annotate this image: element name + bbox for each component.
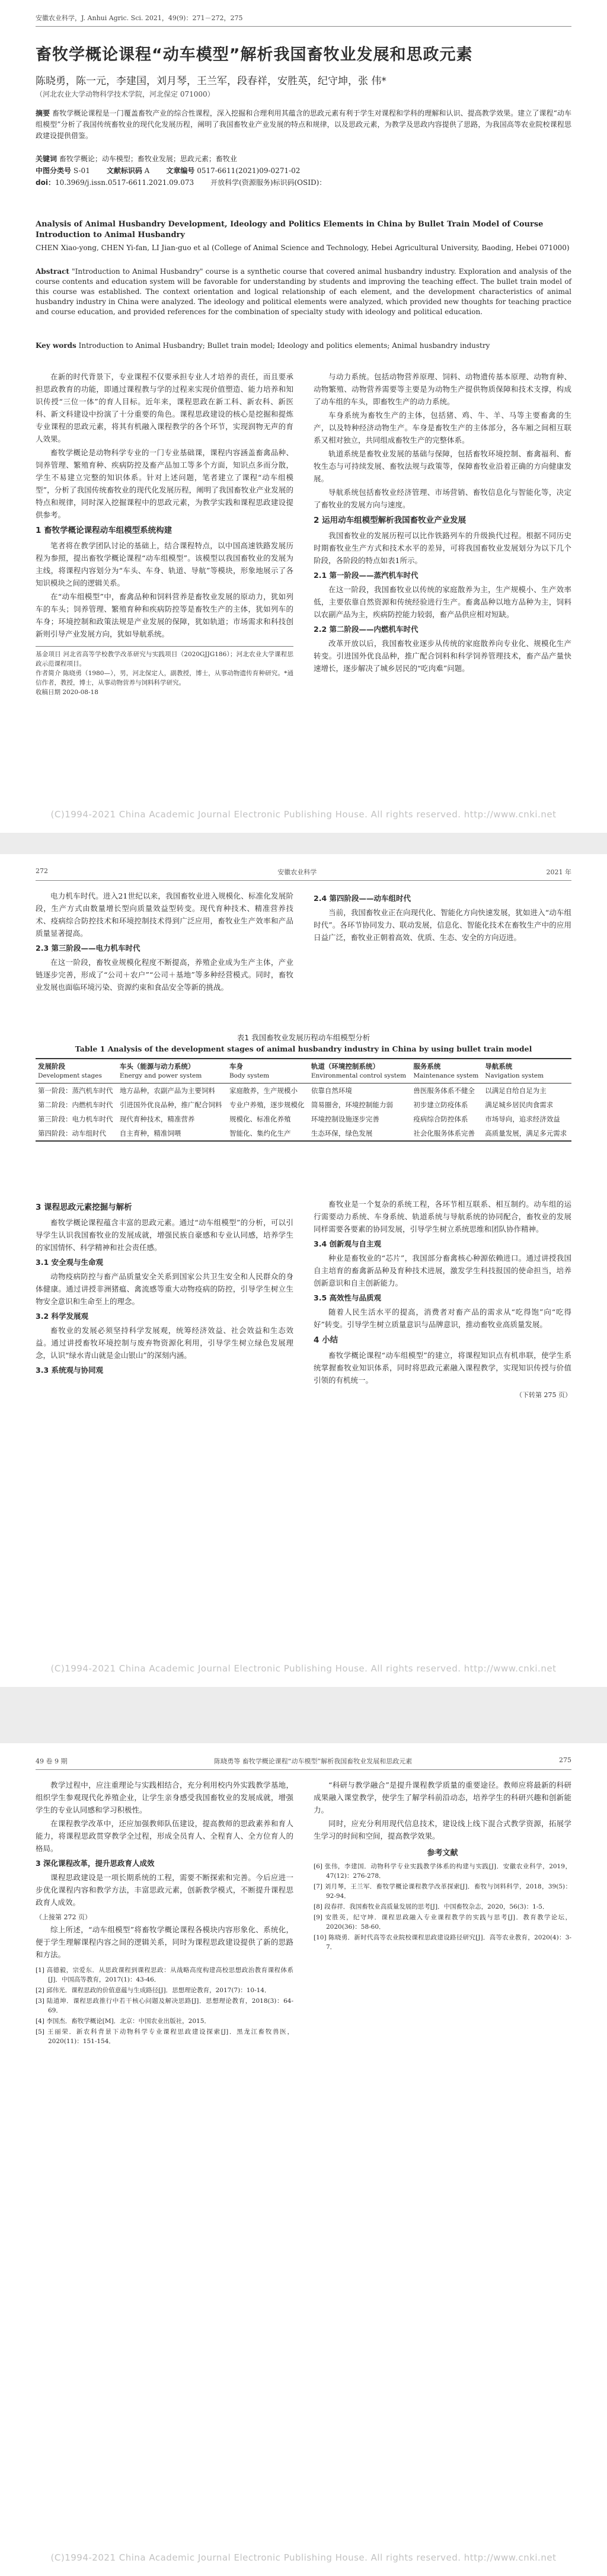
- paragraph: 在新的时代背景下，专业课程不仅要承担专业人才培养的责任，而且要承担思政教育的功能，即通过课程教与学的过程来实现价值塑造、能力培养和知识传授“三位一体”的育人目标。近年来，课程思政在新工科、新农科、新医科、新文科建设中扮演了十分重要的角色。课程思政建设的核心是挖掘和提炼专业课程的思政元素，将其有机融入课程教学的各个环节，实现润物无声的育人效果。: [36, 372, 293, 443]
- page-number: 272: [36, 867, 48, 875]
- reference-item: [2] 邱伟光．课程思政的价值意蕴与生成路径[J]．思想理论教育，2017(7)：10-14．: [36, 1987, 271, 1994]
- paragraph: 我国畜牧业的发展历程可以比作铁路列车的升级换代过程。根据不同历史时期畜牧业生产方式和技术水平的差异，可将我国畜牧业发展划分为以下几个阶段，各阶段的特点如表1所示。: [314, 531, 571, 565]
- left-column: [36, 1198, 293, 1401]
- table-cell: 第三阶段：电力机车时代: [38, 1115, 113, 1123]
- english-abstract: [36, 267, 571, 317]
- paragraph: 与动力系统。包括动物营养原理、饲料、动物遗传基本原理、动物育种、动物繁殖、动物营养需要等主要是为动物生产提供物质保障和技术支撑，构成了动车组的车头，即畜牧生产的动力系统。: [314, 372, 571, 406]
- journal-name: 安徽农业科学: [277, 868, 317, 876]
- english-keywords: [36, 341, 571, 351]
- references-left: [36, 1965, 293, 2046]
- table-header: 车身 Body system: [227, 1059, 309, 1084]
- reference-item: [7] 刘月琴，王兰军．畜牧学概论课程教学改革探索[J]．畜牧与饲料科学，2018，39(5)：92-94．: [314, 1883, 571, 1900]
- doc-code-value: A: [144, 167, 150, 175]
- clc-label: 中图分类号: [36, 167, 72, 175]
- abstract-text: 畜牧学概论课程是一门覆盖畜牧产业的综合性课程，深入挖掘和合理利用其蕴含的思政元素有利于学生对课程和学科的理解和认识、提高教学效果。建立了课程“动车组模型”分析了我国传统畜牧业的现代化发展历程，阐明了我国畜牧业产业发展的特点和规律，以及思政元素，为教学及思政内容提供了思路，为我国高等农业院校课程思政建设提供借鉴。: [36, 109, 571, 140]
- subsection-heading: 3.5 高效性与品质观: [314, 1293, 381, 1302]
- section-heading: 2 运用动车组模型解析我国畜牧业产业发展: [314, 516, 467, 525]
- table-row: [36, 1112, 571, 1126]
- running-head: [36, 13, 571, 27]
- running-title: 陈晓勇等 畜牧学概论课程“动车模型”解析我国畜牧业发展和思政元素: [214, 1757, 413, 1765]
- english-abstract-text: "Introduction to Animal Husbandry" course is a synthetic course that covered animal husbandry industry. Exploration and analysis of the course contents and education system will be favorable for understanding by students and improving the teaching effect. The bullet train model of this course was established. The context orientation and logical relationship of each element, and the development characteristics of animal husbandry industry in China were analyzed. The ideology and political elements were analyzed, which provided new thoughts for teaching practice and course education, and provided references for the combination of specialty study with ideology and political education.: [36, 267, 571, 316]
- table-cell: 初步建立防疫体系: [413, 1101, 468, 1109]
- article-no-value: 0517-6611(2021)09-0271-02: [197, 167, 301, 175]
- reference-item: [9] 安胜英，纪守坤．课程思政融入专业课程教学的实践与思考[J]．教育教学论坛，2020(36)：58-60．: [314, 1914, 571, 1931]
- footnote-received: 收稿日期 2020-08-18: [36, 689, 98, 696]
- english-abstract-label: Abstract: [36, 267, 69, 276]
- paragraph: 综上所述，“动车组模型”将畜牧学概论课程各模块内容形象化、系统化，便于学生理解课程内容之间的逻辑关系，同时为课程思政建设提供了新的思路和方法。: [36, 1925, 293, 1959]
- paragraph: 导航系统包括畜牧业经济管理、市场营销、畜牧信息化与智能化等，决定了畜牧业的发展方向与速度。: [314, 488, 571, 509]
- table-cell: 自主育种，精准饲喂: [117, 1126, 227, 1141]
- running-head: [36, 867, 571, 881]
- page-2: [0, 854, 607, 1687]
- table-caption-cn: 表1 我国畜牧业发展历程动车组模型分析: [237, 1033, 370, 1042]
- left-column: [36, 370, 293, 697]
- abstract-label: 摘要: [36, 109, 50, 117]
- table-cell: 满足城乡居民肉食需求: [485, 1101, 554, 1109]
- paragraph: 教学过程中，应注重理论与实践相结合，充分利用校内外实践教学基地，组织学生参观现代化养殖企业，让学生亲身感受我国畜牧业的发展成就，增强学生的专业认同感和学习积极性。: [36, 1781, 293, 1814]
- subsection-heading: 3.2 科学发展观: [36, 1312, 88, 1321]
- paragraph: 在这一阶段，畜牧业规模化程度不断提高，养殖企业成为生产主体，产业链逐步完善，形成了“公司＋农户”“公司＋基地”等多种经营模式。同时，畜牧业发展也面临环境污染、资源约束和食品安全等新的挑战。: [36, 958, 293, 992]
- paragraph: 轨道系统是畜牧业发展的基础与保障，包括畜牧环境控制、畜禽福利、畜牧生态与可持续发展、畜牧法规与政策等，保障畜牧业沿着正确的方向健康发展。: [314, 449, 571, 483]
- subsection-heading: 2.2 第二阶段——内燃机车时代: [314, 625, 418, 634]
- volume-issue: 49 卷 9 期: [36, 1757, 68, 1765]
- paragraph: 笔者将在教学团队讨论的基础上，结合课程特点，以中国高速铁路发展历程为参照，提出畜牧学概论课程“动车组模型”。该模型以我国畜牧业的发展为主线，将课程内容划分为“车头、车身、轨道、导航”等模块，形象地展示了各知识模块之间的逻辑关系。: [36, 541, 293, 587]
- page-3: [0, 1743, 607, 2576]
- reference-item: [3] 陆道坤．课程思政推行中若干核心问题及解决思路[J]．思想理论教育，2018(3)：64-69．: [36, 1997, 293, 2014]
- subsection-heading: 3 深化课程改革，提升思政育人成效: [36, 1859, 155, 1868]
- english-keywords-label: Key words: [36, 341, 76, 350]
- table-cell: 社会化服务体系完善: [411, 1126, 483, 1141]
- paragraph: 动物疫病防控与畜产品质量安全关系到国家公共卫生安全和人民群众的身体健康。通过讲授非洲猪瘟、禽流感等重大动物疫病的防控，引导学生树立生物安全意识和生命至上的理念。: [36, 1272, 293, 1306]
- paragraph: 当前，我国畜牧业正在向现代化、智能化方向快速发展，犹如进入“动车组时代”。各环节协同发力、联动发展，信息化、智能化技术在畜牧生产中的应用日益广泛，畜牧业正朝着高效、优质、生态、安全的方向迈进。: [314, 908, 571, 942]
- article-title: 畜牧学概论课程“动车模型”解析我国畜牧业发展和思政元素: [36, 46, 473, 64]
- table-cell: 地方品种，农副产品为主要饲料: [119, 1086, 215, 1095]
- paragraph: 车身系统为畜牧生产的主体，包括猪、鸡、牛、羊、马等主要畜禽的生产，以及特种经济动物生产。车身是畜牧生产的主体部分，各车厢之间相互联系又相对独立，共同组成畜牧生产的完整体系。: [314, 411, 571, 445]
- section-heading: 1 畜牧学概论课程动车组模型系统构建: [36, 526, 172, 535]
- table-cell: 第一阶段：蒸汽机车时代: [38, 1086, 113, 1095]
- table-cell: 环境控制设施逐步完善: [311, 1115, 379, 1123]
- clc-value: S-01: [73, 167, 90, 175]
- body-columns-bottom: [36, 1198, 571, 1401]
- table-cell: 现代育种技术，精准营养: [119, 1115, 195, 1123]
- subsection-heading: 3.4 创新观与自主观: [314, 1239, 381, 1248]
- reference-item: [8] 段春祥．我国畜牧业高质量发展的思考[J]．中国畜牧杂志，2020，56(3)：1-5．: [314, 1903, 549, 1910]
- page-1: [0, 0, 607, 833]
- right-column: [314, 1198, 571, 1401]
- right-column: [314, 1779, 571, 2047]
- table-cell: 兽医服务体系不健全: [413, 1086, 475, 1095]
- paragraph: 课程思政建设是一项长期系统的工程，需要不断探索和完善。今后应进一步优化课程内容和教学方法，丰富思政元素，创新教学模式，不断提升课程思政育人成效。: [36, 1873, 293, 1907]
- english-keywords-text: Introduction to Animal Husbandry; Bullet train model; Ideology and politics elements; Animal husbandry industry: [78, 341, 490, 350]
- left-column: [36, 1779, 293, 2047]
- development-table: [36, 1058, 571, 1142]
- subsection-heading: 2.3 第三阶段——电力机车时代: [36, 944, 140, 953]
- table-row: [36, 1126, 571, 1141]
- watermark: (C)1994-2021 China Academic Journal Electronic Publishing House. All rights reserved. http://www.cnki.net: [50, 809, 557, 820]
- paragraph: 畜牧业是一个复杂的系统工程，各环节相互联系、相互制约。动车组的运行需要动力系统、车身系统、轨道系统与导航系统的协同配合，畜牧业的发展同样需要各要素的协同发展，引导学生树立系统思维和团队协作精神。: [314, 1200, 571, 1233]
- keywords-label: 关键词: [36, 155, 57, 163]
- running-head: [36, 1756, 571, 1770]
- paragraph: 在课程教学改革中，还应加强教师队伍建设，提高教师的思政素养和育人能力，将课程思政贯穿教学全过程，形成全员育人、全程育人、全方位育人的格局。: [36, 1819, 293, 1853]
- doi-value: 10.3969/j.issn.0517-6611.2021.09.073: [55, 178, 194, 187]
- doc-code-label: 文献标识码: [106, 167, 142, 175]
- paragraph: 随着人民生活水平的提高，消费者对畜产品的需求从“吃得饱”向“吃得好”转变。引导学生树立质量意识与品牌意识，推动畜牧业高质量发展。: [314, 1308, 571, 1329]
- table-row: [36, 1098, 571, 1112]
- table-cell: 疫病综合防控体系: [413, 1115, 468, 1123]
- body-columns: [36, 1779, 571, 2047]
- table-cell: 第二阶段：内燃机车时代: [38, 1101, 113, 1109]
- paragraph: 在“动车组模型”中，畜禽品种和饲料营养是畜牧业发展的原动力，犹如列车的车头；饲养管理、繁殖育种和疾病防控等是畜牧生产的主体，犹如列车的车身；环境控制和政策法规是产业发展的保障，犹如轨道；市场需求和科技创新则引导产业发展方向，犹如导航系统。: [36, 592, 293, 638]
- table-header: 发展阶段 Development stages: [36, 1059, 117, 1084]
- reference-item: [5] 王丽荣．新农科背景下动物科学专业课程思政建设探索[J]．黑龙江畜牧兽医，2020(11)：151-154．: [36, 2028, 293, 2045]
- table-cell: 生态环保，绿色发展: [309, 1126, 411, 1141]
- english-authors: CHEN Xiao-yong, CHEN Yi-fan, LI Jian-guo et al (College of Animal Science and Technology, Hebei Agricultural University, Baoding, Hebei 071000): [36, 244, 570, 252]
- table-cell: 高质量发展，满足多元需求: [483, 1126, 571, 1141]
- metadata-block: [36, 153, 571, 188]
- table-cell: 市场导向，追求经济效益: [485, 1115, 560, 1123]
- table-row: [36, 1084, 571, 1098]
- left-column: [36, 890, 293, 995]
- footnote: [36, 646, 293, 697]
- watermark: (C)1994-2021 China Academic Journal Electronic Publishing House. All rights reserved. http://www.cnki.net: [50, 1663, 557, 1674]
- paragraph: 种业是畜牧业的“芯片”，我国部分畜禽核心种源依赖进口。通过讲授我国自主培育的畜禽新品种及育种技术进展，激发学生科技报国的使命担当，培养创新意识和自主创新能力。: [314, 1254, 571, 1287]
- paragraph: 电力机车时代。进入21世纪以来，我国畜牧业进入规模化、标准化发展阶段，生产方式由数量增长型向质量效益型转变。现代育种技术、精准营养技术、疫病综合防控技术和环境控制技术得到广泛应用，畜牧业生产效率和产品质量显著提高。: [36, 891, 293, 938]
- english-title: Analysis of Animal Husbandry Development, Ideology and Politics Elements in China by Bullet Train Model of Course Introduction to Animal Husbandry: [36, 220, 544, 239]
- table-header-row: [36, 1059, 571, 1084]
- footnote-funding: 基金项目 河北省高等学校教学改革研究与实践项目（2020GJJG186）；河北农业大学课程思政示范课程项目。: [36, 651, 293, 667]
- references-title: 参考文献: [427, 1849, 458, 1858]
- paragraph: “科研与教学融合”是提升课程教学质量的重要途径。教师应将最新的科研成果融入课堂教学，使学生了解学科前沿动态，培养学生的科研兴趣和创新能力。: [314, 1781, 571, 1814]
- body-columns: [36, 370, 571, 697]
- table-header: 车头（能源与动力系统） Energy and power system: [117, 1059, 227, 1084]
- table-cell: 第四阶段：动车组时代: [36, 1126, 117, 1141]
- continued-from-note: （上接第 272 页）: [36, 1913, 91, 1921]
- paragraph: 畜牧学概论课程蕴含丰富的思政元素。通过“动车组模型”的分析，可以引导学生认识我国畜牧业的发展成就，增强民族自豪感和专业认同感，培养学生的家国情怀、科学精神和社会责任感。: [36, 1218, 293, 1252]
- paragraph: 同时，应充分利用现代信息技术，建设线上线下混合式教学资源，拓展学生学习的时间和空间，提高教学效果。: [314, 1819, 571, 1840]
- watermark: (C)1994-2021 China Academic Journal Electronic Publishing House. All rights reserved. http://www.cnki.net: [50, 2552, 557, 2563]
- table-cell: 家庭散养，生产规模小: [229, 1086, 298, 1095]
- reference-item: [1] 高德毅，宗爱东．从思政课程到课程思政：从战略高度构建高校思想政治教育课程体系[J]．中国高等教育，2017(1)：43-46．: [36, 1967, 293, 1983]
- affiliation: （河北农业大学动物科学技术学院，河北保定 071000）: [36, 90, 215, 98]
- oscid-label: 开放科学(资源服务)标识码(OSID)：: [210, 178, 327, 187]
- subsection-heading: 3.3 系统观与协同观: [36, 1366, 103, 1375]
- table-header: 导航系统 Navigation system: [483, 1059, 571, 1084]
- body-columns-top: [36, 890, 571, 995]
- paragraph: 畜牧学概论是动物科学专业的一门专业基础课，课程内容涵盖畜禽品种、饲养管理、繁殖育种、疾病防控及畜产品加工等多个方面，知识点多而分散，学生不易建立完整的知识体系。针对上述问题，笔者建立了课程“动车组模型”，分析了我国传统畜牧业的现代化发展历程，阐明了我国畜牧业产业发展的特点和规律，同时深入挖掘课程中的思政元素，为教学实践和课程思政建设提供参考。: [36, 448, 293, 519]
- author-list: 陈晓勇，陈一元，李建国，刘月琴，王兰军，段春祥，安胜英，纪守坤，张 伟*: [36, 75, 386, 87]
- table-1: [36, 1032, 571, 1142]
- right-column: [314, 890, 571, 995]
- paragraph: 改革开放以后，我国畜牧业逐步从传统的家庭散养向专业化、规模化生产转变。引进国外优良品种，推广配合饲料和科学饲养管理技术，畜产品产量快速增长，逐步解决了城乡居民的“吃肉难”问题。: [314, 639, 571, 673]
- paragraph: 在这一阶段，我国畜牧业以传统的家庭散养为主，生产规模小、生产效率低，主要依靠自然资源和传统经验进行生产。畜禽品种以地方品种为主，饲料以农副产品为主，疾病防控能力较弱，畜产品供应相对短缺。: [314, 585, 571, 619]
- reference-item: [4] 李国杰．畜牧学概论[M]．北京：中国农业出版社，2015．: [36, 2018, 210, 2025]
- table-caption-en: Table 1 Analysis of the development stages of animal husbandry industry in China by using bullet train model: [75, 1044, 532, 1053]
- reference-item: [6] 张伟，李建国．动物科学专业实践教学体系的构建与实践[J]．安徽农业科学，2019，47(12)：276-278．: [314, 1863, 571, 1880]
- table-cell: 规模化、标准化养殖: [229, 1115, 291, 1123]
- table-cell: 专业户养殖，逐步规模化: [229, 1101, 305, 1109]
- table-header: 轨道（环境控制系统） Environmental control system: [309, 1059, 411, 1084]
- table-cell: 简易圈舍，环境控制能力弱: [311, 1101, 393, 1109]
- subsection-heading: 2.4 第四阶段——动车组时代: [314, 894, 411, 903]
- subsection-heading: 3.1 安全观与生命观: [36, 1258, 103, 1267]
- year: 2021 年: [546, 868, 571, 876]
- reference-item: [10] 陈晓勇．新时代高等农业院校课程思政建设路径研究[J]．高等农业教育，2020(4)：3-7．: [314, 1934, 571, 1951]
- subsection-heading: 2.1 第一阶段——蒸汽机车时代: [314, 571, 418, 580]
- journal-citation: 安徽农业科学，J. Anhui Agric. Sci. 2021，49(9)：271－272，275: [36, 14, 243, 22]
- table-cell: 智能化、集约化生产: [227, 1126, 309, 1141]
- section-heading: 4 小结: [314, 1335, 338, 1345]
- paragraph: 畜牧业的发展必须坚持科学发展观，统筹经济效益、社会效益和生态效益。通过讲授畜牧环境控制与废弃物资源化利用，引导学生树立绿色发展理念，认识“绿水青山就是金山银山”的深刻内涵。: [36, 1326, 293, 1360]
- keywords: 畜牧学概论；动车模型；畜牧业发展；思政元素；畜牧业: [59, 155, 237, 163]
- paragraph: 畜牧学概论课程“动车组模型”的建立，将课程知识点有机串联，使学生系统掌握畜牧业知识体系，同时将思政元素融入课程教学，实现知识传授与价值引领的有机统一。: [314, 1351, 571, 1385]
- continued-note: （下转第 275 页）: [516, 1391, 571, 1399]
- table-header: 服务系统 Maintenance system: [411, 1059, 483, 1084]
- page-number: 275: [559, 1756, 571, 1764]
- section-heading: 3 课程思政元素挖掘与解析: [36, 1203, 132, 1212]
- footnote-author: 作者简介 陈晓勇（1980—），男，河北保定人，副教授，博士，从事动物遗传育种研究。*通信作者，教授，博士，从事动物营养与饲料科学研究。: [36, 670, 293, 686]
- article-no-label: 文章编号: [166, 167, 195, 175]
- doi-label: doi：: [36, 178, 55, 187]
- table-cell: 依靠自然环境: [311, 1086, 352, 1095]
- abstract-cn: [36, 108, 571, 142]
- right-column: [314, 370, 571, 697]
- table-cell: 引进国外优良品种，推广配合饲料: [119, 1101, 222, 1109]
- table-cell: 以满足自给自足为主: [485, 1086, 547, 1095]
